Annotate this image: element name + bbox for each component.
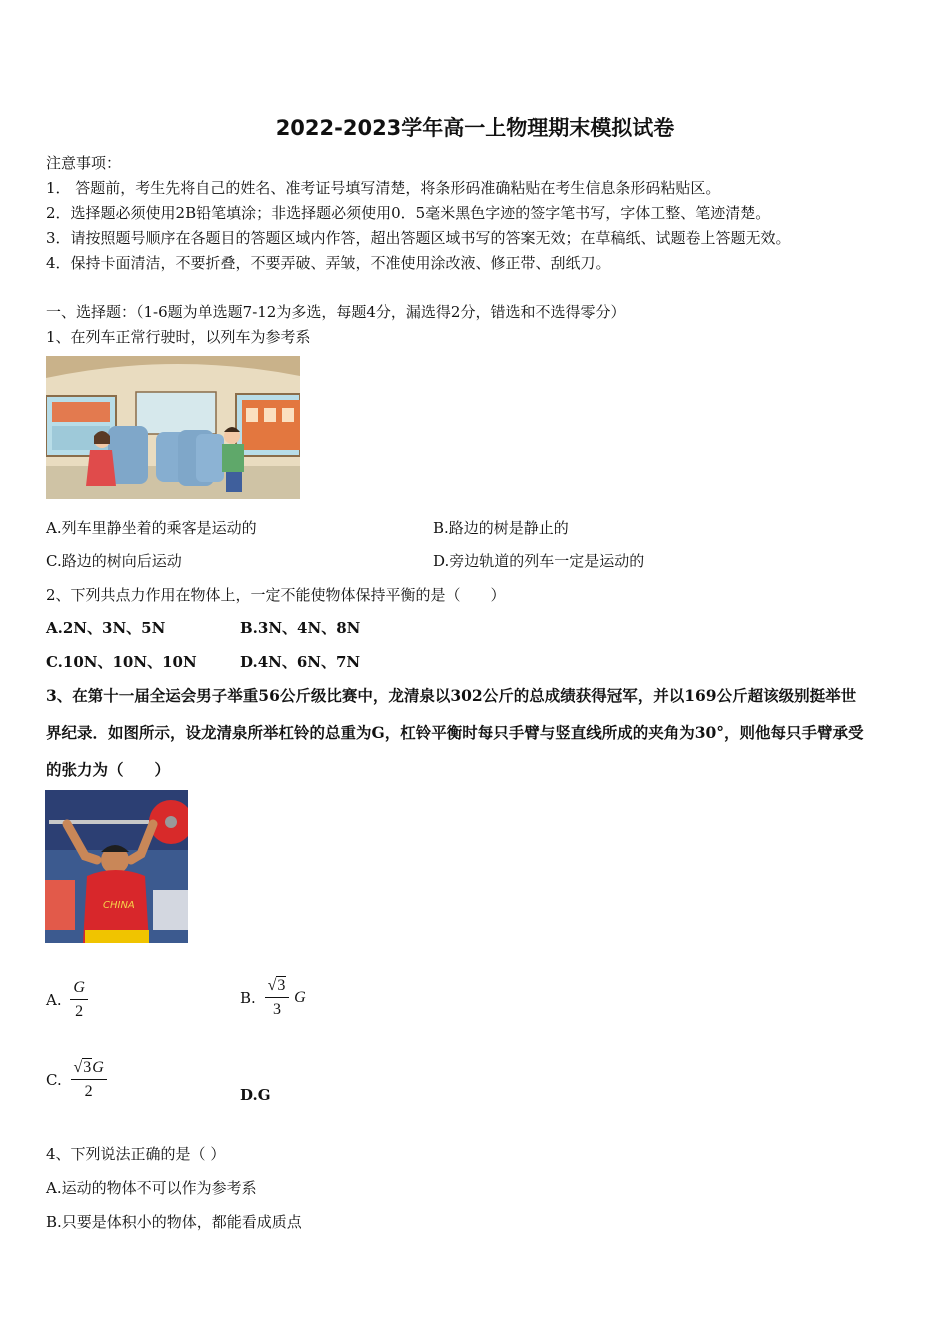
q2-option-b: B.3N、4N、8N [240,619,361,637]
q3-option-a-label: A. [46,991,62,1009]
notice-item-1: 1． 答题前，考生先将自己的姓名、准考证号填写清楚，将条形码准确粘贴在考生信息条形码粘贴区。 [46,179,721,197]
q3-option-c-label: C. [46,1071,62,1089]
q2-stem: 2、下列共点力作用在物体上，一定不能使物体保持平衡的是（ ） [46,586,506,604]
section-heading: 一、选择题：（1-6题为单选题7-12为多选，每题4分，漏选得2分，错选和不选得零分） [46,303,626,321]
notice-item-4: 4．保持卡面清洁，不要折叠，不要弄破、弄皱，不准使用涂改液、修正带、刮纸刀。 [46,254,611,272]
jersey-text: CHINA [103,900,135,911]
notice-heading: 注意事项： [46,154,122,172]
q4-stem: 4、下列说法正确的是（ ） [46,1145,226,1163]
notice-item-2: 2．选择题必须使用2B铅笔填涂；非选择题必须使用0．5毫米黑色字迹的签字笔书写，字体工整、笔迹清楚。 [46,204,771,222]
q2-option-c: C.10N、10N、10N [46,653,197,671]
q1-option-b: B.路边的树是静止的 [433,519,569,537]
q3-option-b-radicand: 3 [277,977,286,994]
q2-option-d: D.4N、6N、7N [240,653,361,671]
train-interior-illustration [46,356,300,499]
q4-option-b: B.只要是体积小的物体，都能看成质点 [46,1213,302,1231]
q3-option-c-radicand: 3 [83,1059,92,1076]
q3-stem-line-2: 界纪录．如图所示，设龙清泉所举杠铃的总重为G，杠铃平衡时每只手臂与竖直线所成的夹角为30°，则他每只手臂承受 [46,723,864,742]
q4-option-a: A.运动的物体不可以作为参考系 [46,1179,257,1197]
q3-stem-line-3: 的张力为（ ） [46,760,171,779]
q3-option-c-denominator: 2 [84,1083,93,1100]
q3-option-b: B. $\frac{√3}{3}$ G [240,977,306,1018]
notice-item-3: 3．请按照题号顺序在各题目的答题区域内作答，超出答题区域书写的答案无效；在草稿纸、试题卷上答题无效。 [46,229,791,247]
weightlifter-photo [45,790,188,943]
q3-option-d: D.G [240,1086,271,1104]
q3-option-a [46,978,88,1028]
q3-option-c: C. $\frac{√3G}{2}$ [46,1058,107,1110]
q3-option-c-variable: G [92,1059,104,1076]
q3-option-b-variable: G [294,989,306,1006]
q1-option-c: C.路边的树向后运动 [46,552,182,570]
q3-option-b-denominator: 3 [272,1001,281,1018]
q3-option-a-denominator: 2 [75,1003,84,1020]
q3-stem-line-1: 3、在第十一届全运会男子举重56公斤级比赛中，龙清泉以302公斤的总成绩获得冠军，并以169公斤超该级别挺举世 [46,686,857,705]
q3-option-b-label: B. [240,989,256,1007]
page-title: 2022-2023学年高一上物理期末模拟试卷 [275,116,675,140]
q3-option-a-numerator: G [70,978,88,1000]
q2-option-a: A.2N、3N、5N [46,619,166,637]
q1-option-d: D.旁边轨道的列车一定是运动的 [433,552,645,570]
q1-option-a: A.列车里静坐着的乘客是运动的 [46,519,257,537]
q1-stem: 1、在列车正常行驶时，以列车为参考系 [46,328,311,346]
